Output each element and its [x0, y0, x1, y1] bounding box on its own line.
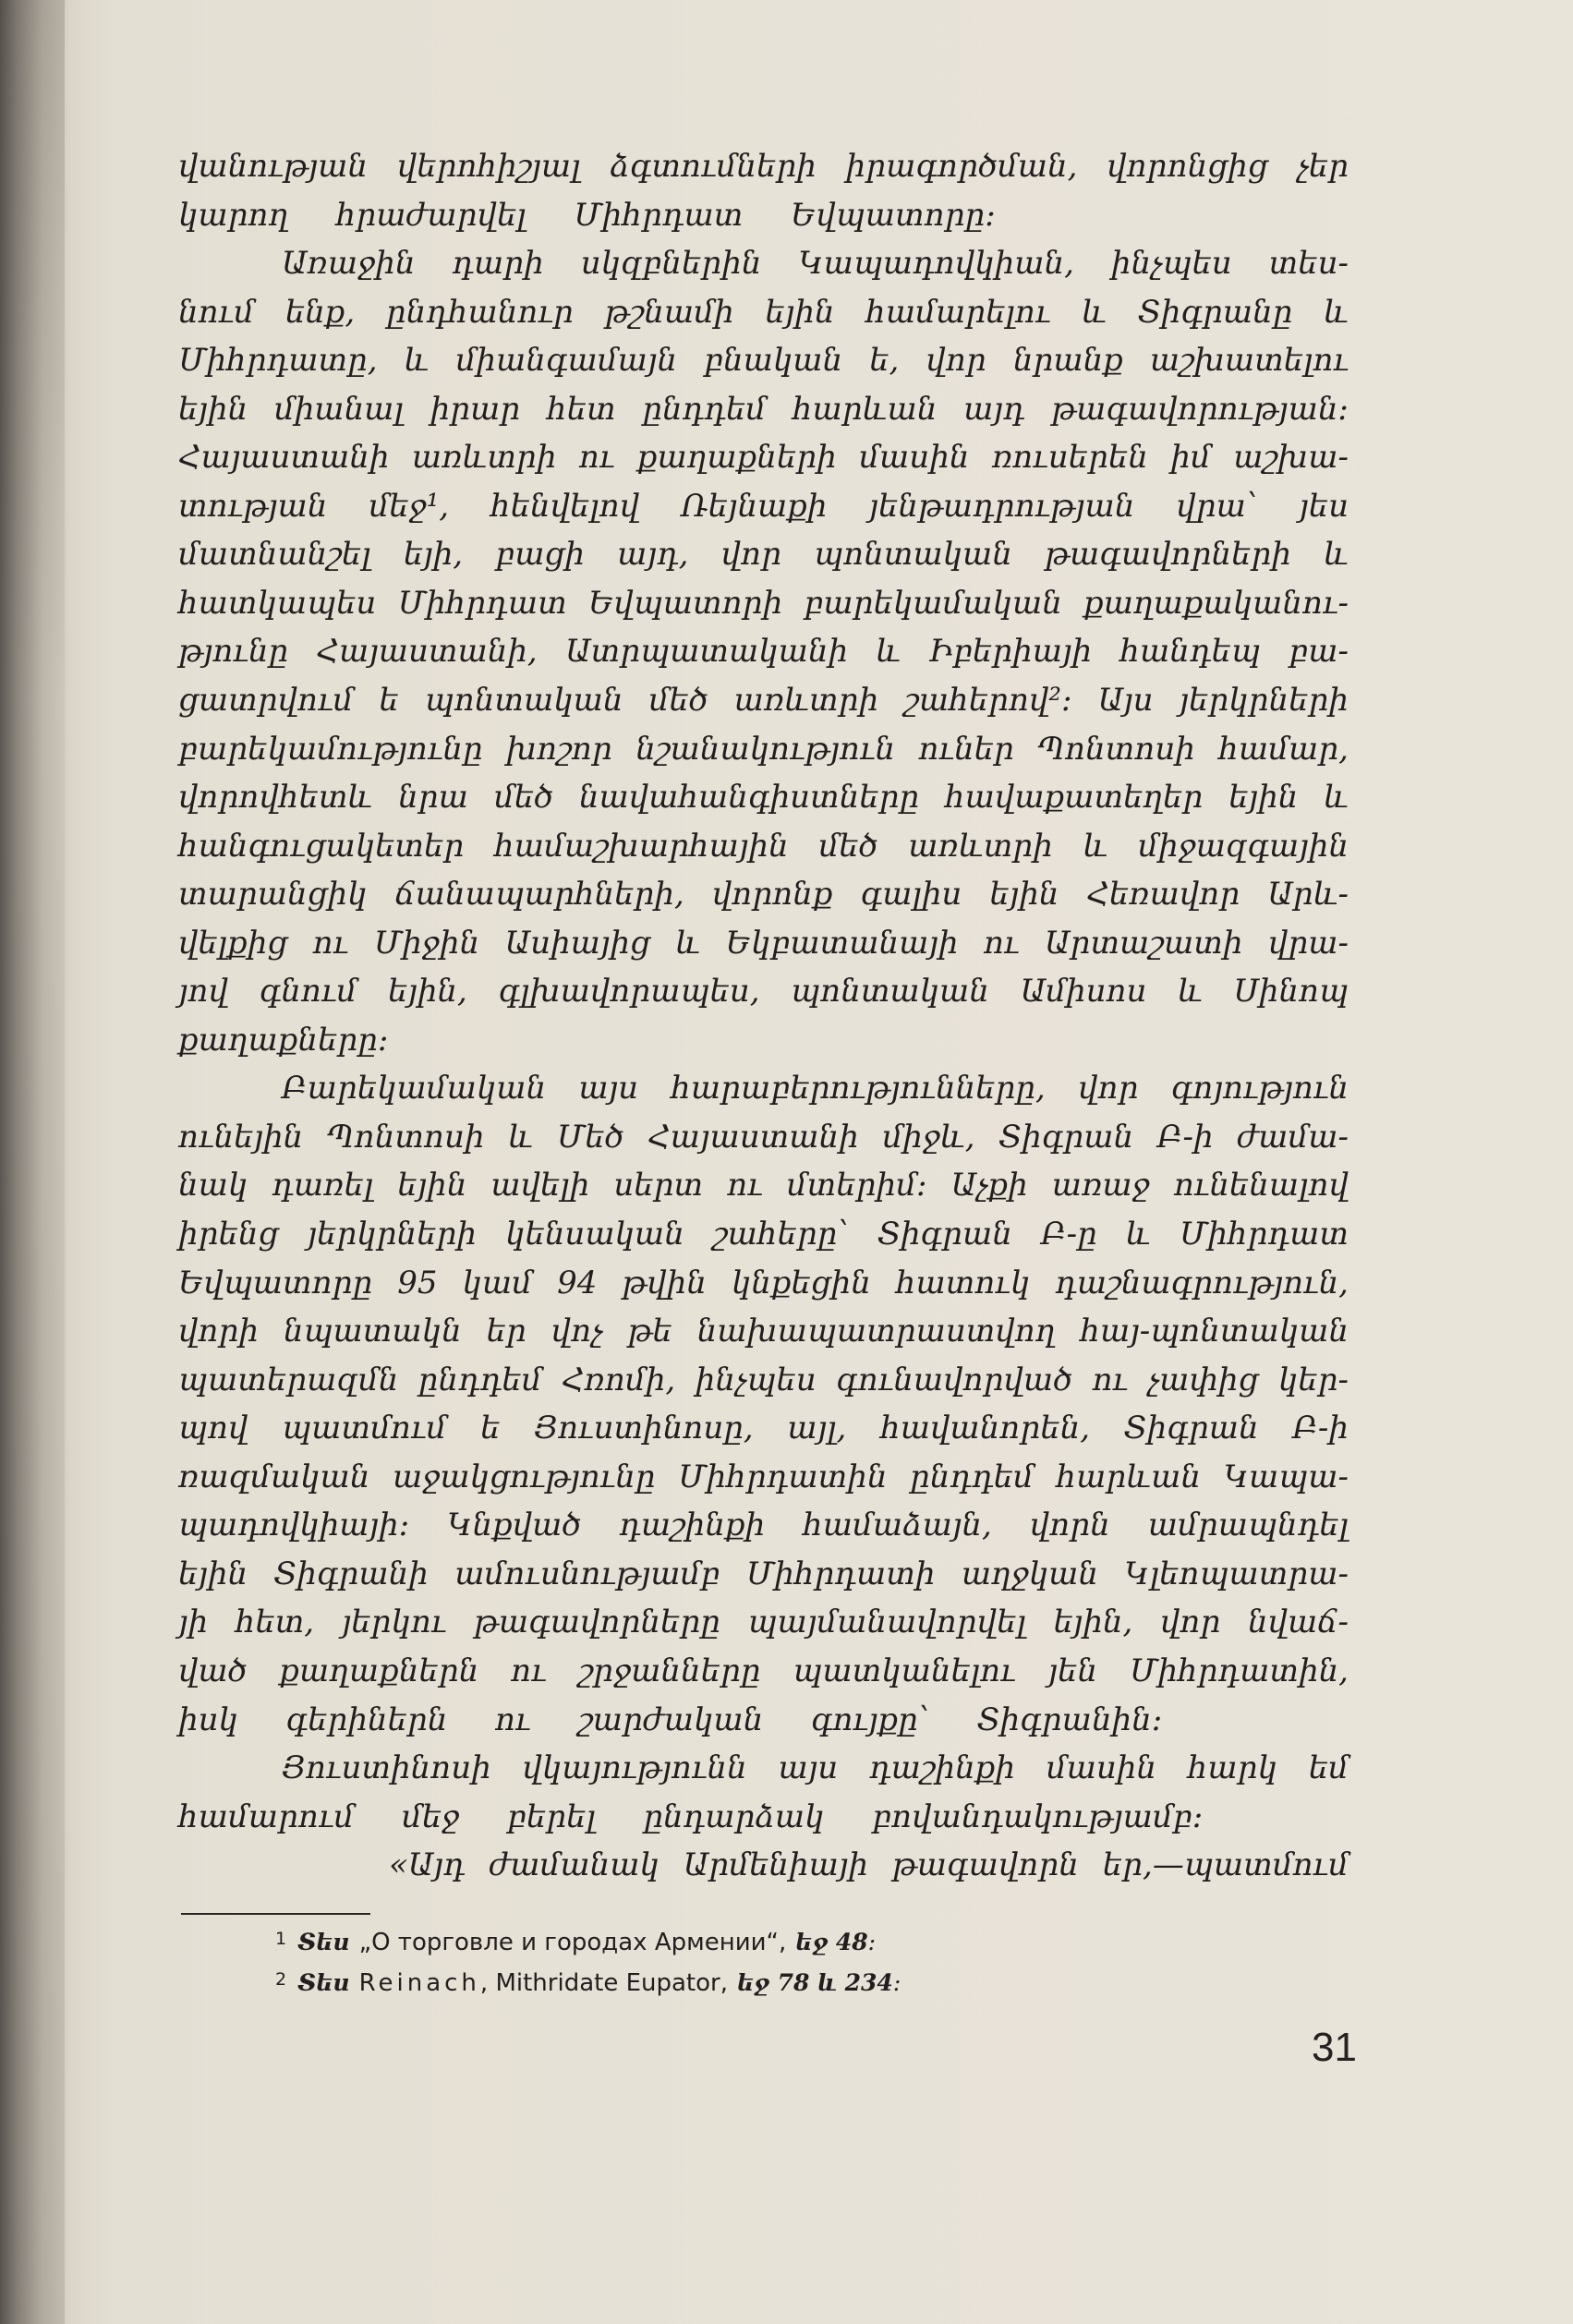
footnote	[275, 1961, 901, 1998]
body-text	[178, 142, 1349, 1890]
text-line: հանգուցակետեր համաշխարհային մեծ առևտրի և միջազգային	[178, 827, 1349, 865]
text-line: պադովկիայի։ Կնքված դաշինքի համաձայն, վորն ամրապնդել	[178, 1507, 1349, 1544]
footnote-page-ref: եջ 48։	[795, 1929, 877, 1955]
text-line: տարանցիկ ճանապարհների, վորոնք գալիս եյին Հեռավոր Արև-	[178, 876, 1349, 914]
text-line: «Այդ ժամանակ Արմենիայի թագավորն եր,—պատմում	[389, 1846, 1349, 1884]
footnote-title: , Mithridate Eupator,	[479, 1969, 728, 1997]
text-line: Բարեկամական այս հարաբերությունները, վոր գոյություն	[282, 1070, 1349, 1108]
text-line: Առաջին դարի սկզբներին Կապադովկիան, ինչպես տես-	[282, 245, 1349, 283]
text-line: ցատրվում ե պոնտական մեծ առևտրի շահերով²։ Այս յերկրների	[178, 682, 1349, 720]
text-line: յի հետ, յերկու թագավորները պայմանավորվել եյին, վոր նվաճ-	[178, 1604, 1349, 1641]
paragraph	[178, 1744, 1349, 1841]
text-line: կարող հրաժարվել Միհրդատ Եվպատորը։	[178, 196, 996, 234]
text-line: նում ենք, ընդհանուր թշնամի եյին համարելու և Տիգրանը և	[178, 293, 1349, 331]
page-number: 31	[1312, 2025, 1357, 2070]
footnote-title: „О торговле и городах Армении“,	[358, 1929, 787, 1956]
footnote-author: Reinach	[358, 1969, 480, 1997]
text-line: եյին միանալ իրար հետ ընդդեմ հարևան այդ թագավորության։	[178, 390, 1349, 428]
footnote-see: Տես	[297, 1929, 350, 1955]
text-line: համարում մեջ բերել ընդարձակ բովանդակությամբ։	[178, 1797, 1204, 1835]
text-line: մատնանշել եյի, բացի այդ, վոր պոնտական թագավորների և	[178, 536, 1349, 574]
paragraph	[178, 239, 1349, 1064]
text-line: Միհրդատը, և միանգամայն բնական ե, վոր նրանք աշխատելու	[178, 342, 1349, 380]
text-line: վորի նպատակն եր վոչ թե նախապատրաստվող հայ-պոնտական	[178, 1313, 1349, 1350]
text-line: ունեյին Պոնտոսի և Մեծ Հայաստանի միջև, Տիգրան Բ-ի ժամա-	[178, 1118, 1349, 1156]
text-line: ված քաղաքներն ու շրջանները պատկանելու յեն Միհրդատին,	[178, 1652, 1349, 1689]
text-line: պով պատմում ե Յուստինոսը, այլ, հավանորեն, Տիգրան Բ-ի	[178, 1410, 1349, 1447]
paragraph	[178, 1064, 1349, 1744]
text-line: եյին Տիգրանի ամուսնությամբ Միհրդատի աղջկան Կլեոպատրա-	[178, 1555, 1349, 1592]
text-line: իսկ գերիներն ու շարժական գույքը՝ Տիգրանին։	[178, 1701, 1163, 1738]
text-line: թյունը Հայաստանի, Ատրպատականի և Իբերիայի հանդեպ բա-	[178, 633, 1349, 671]
text-line: յով գնում եյին, գլխավորապես, պոնտական Ամիսոս և Սինոպ	[178, 973, 1349, 1011]
text-line: վորովհետև նրա մեծ նավահանգիստները հավաքատեղեր եյին և	[178, 779, 1349, 817]
text-line: պատերազմն ընդդեմ Հռոմի, ինչպես գունավորված ու չափից կեր-	[178, 1361, 1349, 1398]
text-line: Հայաստանի առևտրի ու քաղաքների մասին ռուսերեն իմ աշխա-	[178, 439, 1349, 477]
footnote-marker: 2	[275, 1969, 287, 1990]
text-line: վելքից ու Միջին Ասիայից և Եկբատանայի ու Արտաշատի վրա-	[178, 924, 1349, 962]
footnote-page-ref: եջ 78 և 234։	[736, 1969, 901, 1996]
text-line: նակ դառել եյին ավելի սերտ ու մտերիմ։ Աչքի առաջ ունենալով	[178, 1167, 1349, 1204]
binding-shadow	[0, 0, 65, 2324]
footnote-rule	[181, 1913, 370, 1915]
footnote	[275, 1920, 876, 1957]
text-line: տության մեջ¹, հենվելով Ռեյնաքի յենթադրության վրա՝ յես	[178, 487, 1349, 525]
footnote-marker: 1	[275, 1929, 287, 1949]
text-line: վանության վերոհիշյալ ձգտումների իրագործման, վորոնցից չեր	[178, 148, 1349, 185]
text-line: քաղաքները։	[178, 1021, 389, 1059]
paragraph	[178, 142, 1349, 239]
text-line: հատկապես Միհրդատ Եվպատորի բարեկամական քաղաքականու-	[178, 584, 1349, 622]
text-line: Եվպատորը 95 կամ 94 թվին կնքեցին հատուկ դաշնագրություն,	[178, 1264, 1349, 1301]
text-line: իրենց յերկրների կենսական շահերը՝ Տիգրան Բ-ը և Միհրդատ	[178, 1216, 1349, 1253]
text-line: բարեկամությունը խոշոր նշանակություն ուներ Պոնտոսի համար,	[178, 730, 1349, 768]
footnote-see: Տես	[297, 1969, 350, 1996]
text-line: Յուստինոսի վկայությունն այս դաշինքի մասին հարկ եմ	[282, 1749, 1349, 1787]
text-line: ռազմական աջակցությունը Միհրդատին ընդդեմ հարևան Կապա-	[178, 1458, 1349, 1495]
quotation-start	[178, 1841, 1349, 1890]
